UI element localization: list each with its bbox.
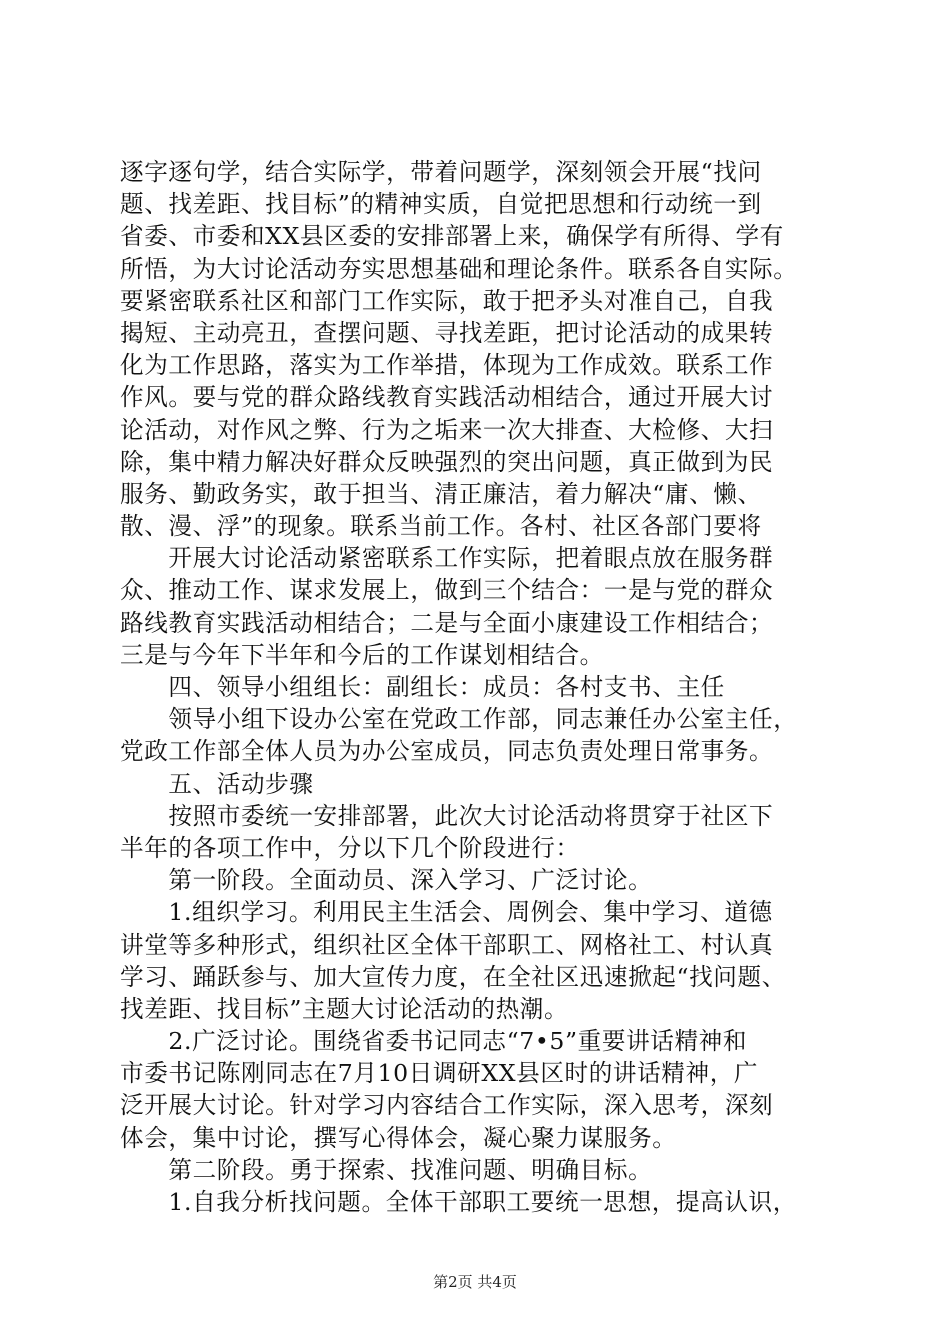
text-line: 找差距、找目标”主题大讨论活动的热潮。	[120, 994, 569, 1023]
text-line: 题、找差距、找目标”的精神实质，自觉把思想和行动统一到	[120, 190, 762, 219]
text-line: 逐字逐句学，结合实际学，带着问题学，深刻领会开展“找问	[120, 158, 762, 186]
text-line: 省委、市委和XX县区委的安排部署上来，确保学有所得、学有	[120, 222, 784, 251]
text-line: 领导小组下设办公室在党政工作部，同志兼任办公室主任，	[120, 705, 798, 734]
text-line: 作风。要与党的群众路线教育实践活动相结合，通过开展大讨	[120, 383, 774, 412]
text-line: 揭短、主动亮丑，查摆问题、寻找差距，把讨论活动的成果转	[120, 318, 774, 347]
text-line: 按照市委统一安排部署，此次大讨论活动将贯穿于社区下	[120, 801, 774, 830]
text-line: 散、漫、浮”的现象。联系当前工作。各村、社区各部门要将	[120, 512, 762, 541]
text-line: 第二阶段。勇于探索、找准问题、明确目标。	[120, 1155, 653, 1184]
text-line: 除，集中精力解决好群众反映强烈的突出问题，真正做到为民	[120, 447, 774, 476]
text-line: 泛开展大讨论。针对学习内容结合工作实际，深入思考，深刻	[120, 1091, 774, 1120]
text-line: 论活动，对作风之弊、行为之垢来一次大排查、大检修、大扫	[120, 415, 774, 444]
text-line: 化为工作思路，落实为工作举措，体现为工作成效。联系工作	[120, 351, 774, 380]
text-line: 讲堂等多种形式，组织社区全体干部职工、网格社工、村认真	[120, 930, 774, 959]
text-line: 所悟，为大讨论活动夯实思想基础和理论条件。联系各自实际。	[120, 254, 798, 283]
text-line: 半年的各项工作中，分以下几个阶段进行：	[120, 833, 580, 862]
text-line: 1.组织学习。利用民主生活会、周例会、集中学习、道德	[120, 898, 773, 927]
text-line: 体会，集中讨论，撰写心得体会，凝心聚力谋服务。	[120, 1123, 677, 1152]
text-line: 开展大讨论活动紧密联系工作实际，把着眼点放在服务群	[120, 544, 774, 573]
text-line: 服务、勤政务实，敢于担当、清正廉洁，着力解决“庸、懒、	[120, 479, 762, 508]
text-line: 1.自我分析找问题。全体干部职工要统一思想，提高认识，	[120, 1188, 797, 1216]
text-line: 众、推动工作、谋求发展上，做到三个结合：一是与党的群众	[120, 576, 774, 605]
text-line: 党政工作部全体人员为办公室成员，同志负责处理日常事务。	[120, 737, 774, 766]
text-line: 市委书记陈刚同志在7月10日调研XX县区时的讲话精神，广	[120, 1059, 759, 1088]
page-footer: 第2页 共4页	[433, 1273, 517, 1291]
body-text	[120, 156, 836, 1218]
text-line: 2.广泛讨论。围绕省委书记同志“7•5”重要讲话精神和	[120, 1027, 748, 1056]
text-line: 第一阶段。全面动员、深入学习、广泛讨论。	[120, 866, 653, 895]
text-line: 三是与今年下半年和今后的工作谋划相结合。	[120, 640, 604, 669]
text-line: 要紧密联系社区和部门工作实际，敢于把矛头对准自己，自我	[120, 286, 774, 315]
text-line: 五、活动步骤	[120, 769, 314, 798]
text-line: 学习、踊跃参与、加大宣传力度，在全社区迅速掀起“找问题、	[120, 962, 786, 991]
text-line: 四、领导小组组长：副组长：成员：各村支书、主任	[120, 673, 725, 701]
text-line: 路线教育实践活动相结合；二是与全面小康建设工作相结合；	[120, 608, 774, 637]
